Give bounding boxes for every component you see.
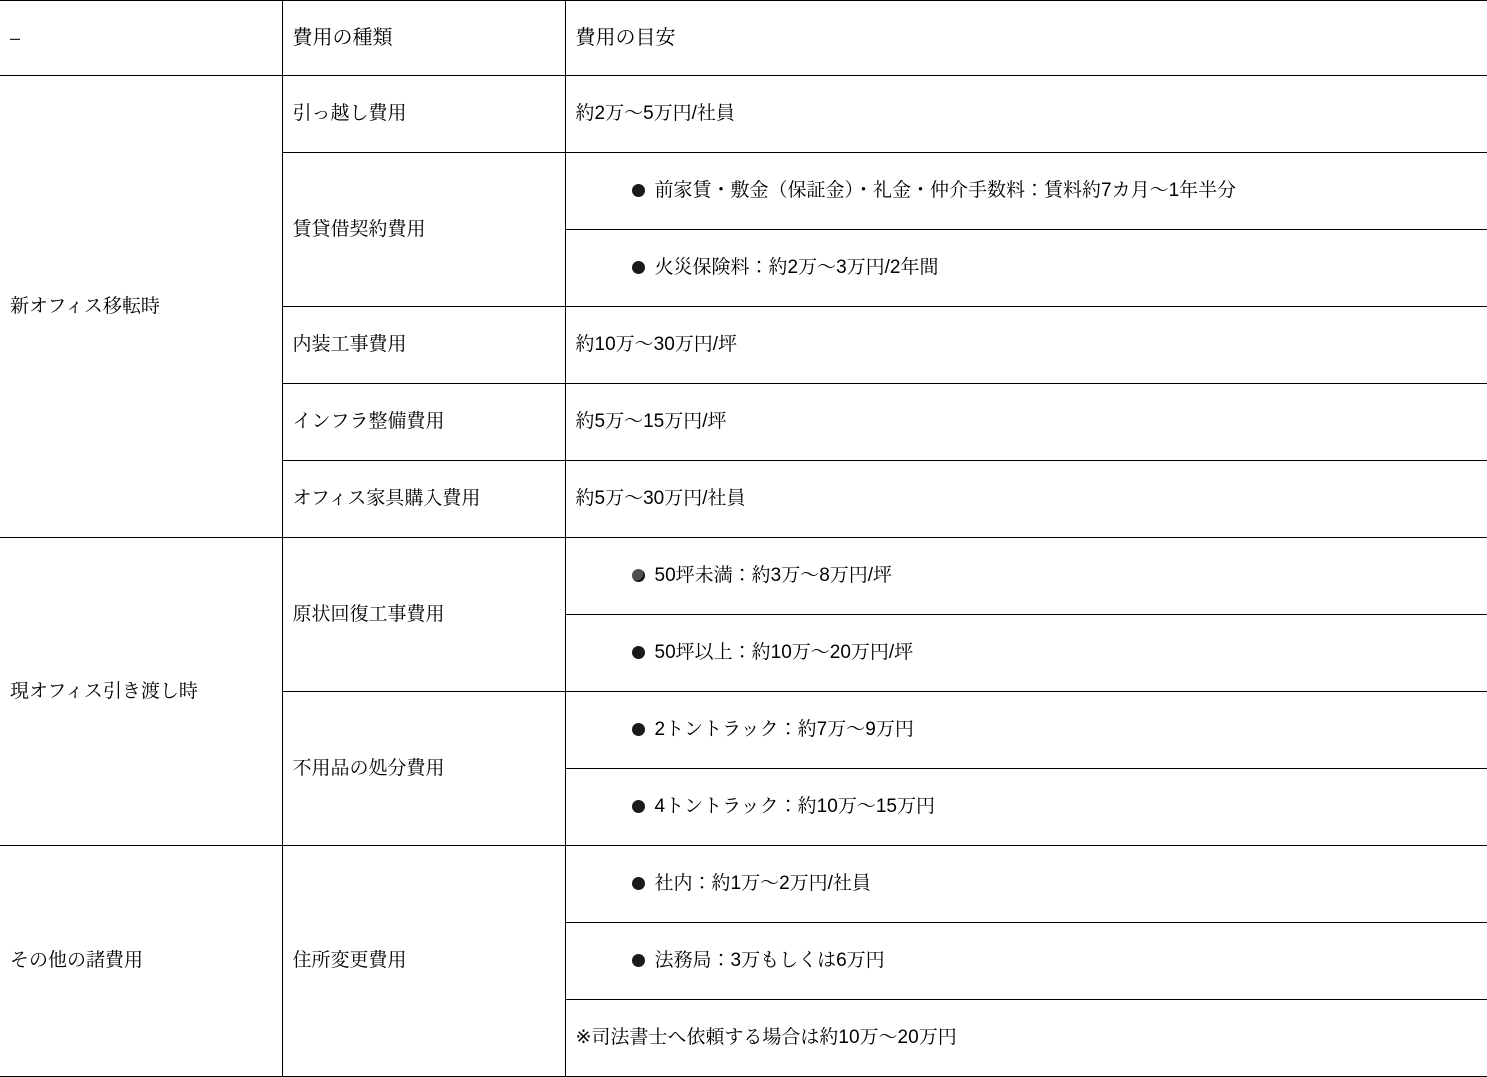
value-text: 4トントラック：約10万〜15万円	[654, 796, 935, 818]
bullet-dot-icon	[632, 261, 645, 274]
value-text: 約2万〜5万円/社員	[575, 103, 735, 125]
type-cell-disposal: 不用品の処分費用	[282, 692, 565, 846]
value-cell-address-internal	[565, 846, 1487, 923]
bullet-dot-icon	[632, 877, 645, 890]
type-cell-furniture: オフィス家具購入費用	[282, 461, 565, 538]
bullet-item	[576, 870, 1478, 898]
bullet-dot-icon	[632, 723, 645, 736]
bullet-dot-icon	[632, 569, 645, 582]
value-cell-address-legal-affairs	[565, 923, 1487, 1000]
value-cell-restoration-under-50	[565, 538, 1487, 615]
table-row	[0, 76, 1487, 153]
bullet-dot-icon	[632, 646, 645, 659]
value-cell-furniture	[565, 461, 1487, 538]
bullet-item	[576, 716, 1478, 744]
bullet-dot-icon	[632, 184, 645, 197]
value-text: 約5万〜30万円/社員	[575, 488, 746, 510]
value-cell-address-note	[565, 1000, 1487, 1077]
type-cell-infrastructure: インフラ整備費用	[282, 384, 565, 461]
value-text: 約5万〜15万円/坪	[575, 411, 727, 433]
value-text: 法務局：3万もしくは6万円	[654, 950, 885, 972]
bullet-item	[576, 562, 1478, 590]
bullet-item	[576, 793, 1478, 821]
value-cell-moving-cost	[565, 76, 1487, 153]
bullet-dot-icon	[632, 800, 645, 813]
value-text: 50坪未満：約3万〜8万円/坪	[654, 565, 893, 587]
value-text: 約10万〜30万円/坪	[575, 334, 738, 356]
type-cell-lease-contract: 賃貸借契約費用	[282, 153, 565, 307]
value-cell-infrastructure	[565, 384, 1487, 461]
bullet-item	[576, 254, 1478, 282]
table-header-row	[0, 1, 1487, 76]
value-text: 50坪以上：約10万〜20万円/坪	[654, 642, 914, 664]
header-cell-cost-type: 費用の種類	[282, 1, 565, 76]
header-cell-cost-estimate: 費用の目安	[565, 1, 1487, 76]
value-text: 2トントラック：約7万〜9万円	[654, 719, 914, 741]
type-cell-interior-construction: 内装工事費用	[282, 307, 565, 384]
value-cell-disposal-4t	[565, 769, 1487, 846]
bullet-item	[576, 177, 1478, 205]
category-cell-current-office: 現オフィス引き渡し時	[0, 538, 282, 846]
type-cell-restoration: 原状回復工事費用	[282, 538, 565, 692]
bullet-item	[576, 639, 1478, 667]
value-cell-disposal-2t	[565, 692, 1487, 769]
value-text: ※司法書士へ依頼する場合は約10万〜20万円	[575, 1027, 957, 1049]
type-cell-address-change: 住所変更費用	[282, 846, 565, 1077]
value-cell-fire-insurance	[565, 230, 1487, 307]
value-cell-restoration-over-50	[565, 615, 1487, 692]
value-cell-lease-deposit	[565, 153, 1487, 230]
category-cell-new-office: 新オフィス移転時	[0, 76, 282, 538]
header-cell-blank: –	[0, 1, 282, 76]
table-row	[0, 846, 1487, 923]
bullet-dot-icon	[632, 954, 645, 967]
value-cell-interior-construction	[565, 307, 1487, 384]
type-cell-moving-cost: 引っ越し費用	[282, 76, 565, 153]
value-text: 社内：約1万〜2万円/社員	[654, 873, 871, 895]
value-text: 前家賃・敷金（保証金）・礼金・仲介手数料：賃料約7カ月〜1年半分	[654, 180, 1237, 202]
bullet-item	[576, 947, 1478, 975]
value-text: 火災保険料：約2万〜3万円/2年間	[654, 257, 939, 279]
table-row	[0, 538, 1487, 615]
category-cell-other-costs: その他の諸費用	[0, 846, 282, 1077]
